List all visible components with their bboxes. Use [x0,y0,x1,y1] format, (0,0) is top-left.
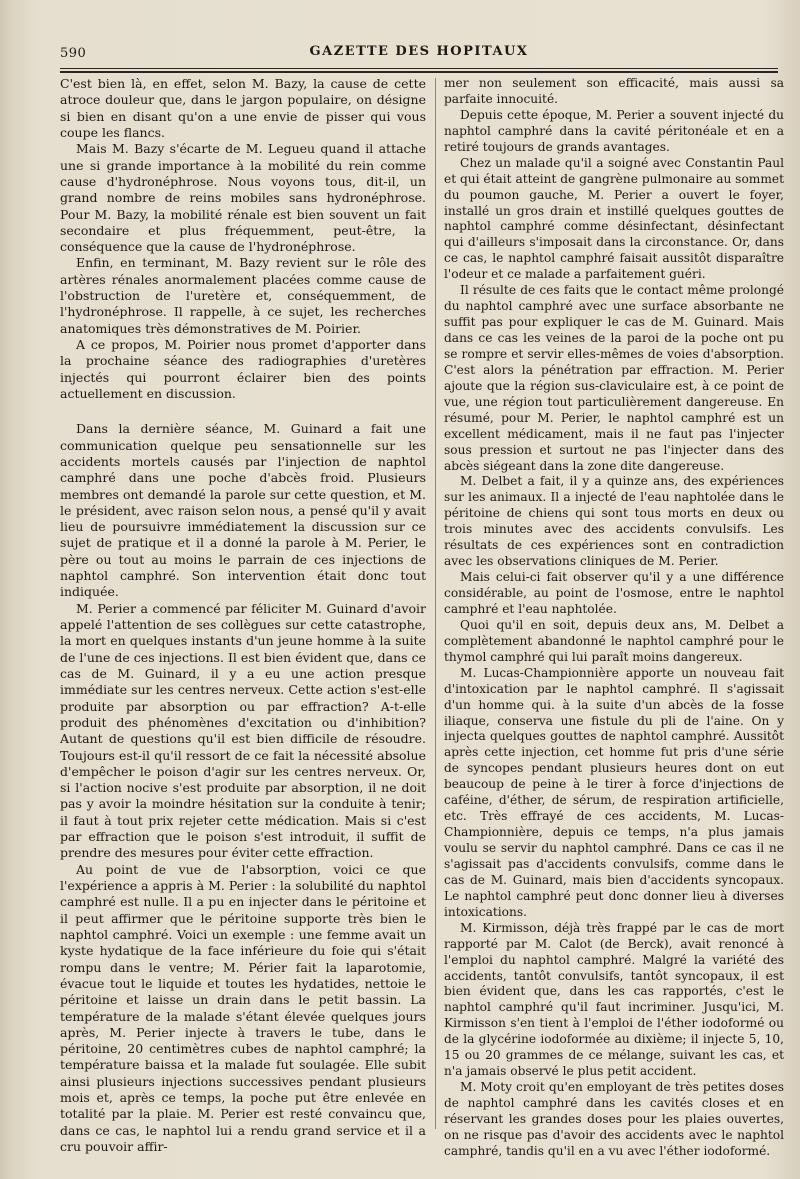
column-divider [435,78,436,1129]
left-paragraph-7: Au point de vue de l'absorption, voici ce que l'expérience a appris à M. Perier : la solubilité du naphtol camphré est nulle. Il a pu en injecter dans le péritoine et il peut affirmer que le péritoine supporte très bien le naphtol camphré. Voici un exemple : une femme avait un kyste hydatique de la face inférieure du foie qui s'était rompu dans le ventre; M. Périer fait la laparotomie, évacue tout le liquide et toutes les hydatides, nettoie le péritoine et laisse un drain dans le petit bassin. La température de la malade s'étant élevée quelques jours après, M. Perier injecte à travers le tube, dans le péritoine, 20 centimètres cubes de naphtol camphré; la température baissa et la malade fut soulagée. Elle subit ainsi plusieurs injections successives pendant plusieurs mois et, après ce temps, la poche put être enlevée en totalité par la plaie. M. Perier est resté convaincu que, dans ce cas, le naphtol lui a rendu grand service et il a cru pouvoir affir- [60,861,426,1154]
left-column [60,76,426,1159]
right-paragraph-10: M. Moty croit qu'en employant de très petites doses de naphtol camphré dans les cavités closes et en réservant les grandes doses pour les plaies ouvertes, on ne risque pas d'avoir des accidents avec le naphtol camphré, tandis qu'il en a vu avec l'éther iodoformé. [444,1080,784,1158]
right-paragraph-6: Mais celui-ci fait observer qu'il y a une différence considérable, au point de l'osmose, entre le naphtol camphré et l'eau naphtolée. [444,570,784,616]
right-paragraph-1: mer non seulement son efficacité, mais aussi sa parfaite innocuité. [444,76,784,106]
page-header [60,40,778,66]
left-paragraph-4: A ce propos, M. Poirier nous promet d'apporter dans la prochaine séance des radiographies d'uretères injectés qui pourront éclairer bien des points actuellement en discussion. [60,337,426,401]
left-paragraph-3: Enfin, en terminant, M. Bazy revient sur le rôle des artères rénales anormalement placées comme cause de l'obstruction de l'uretère et, conséquemment, de l'hydronéphrose. Il rappelle, à ce sujet, les recherches anatomiques très démonstratives de M. Poirier. [60,255,426,336]
left-paragraph-5: Dans la dernière séance, M. Guinard a fait une communication quelque peu sensationnelle sur les accidents mortels causés par l'injection de naphtol camphré dans une poche d'abcès froid. Plusieurs membres ont demandé la parole sur cette question, et M. le président, avec raison selon nous, a pensé qu'il y avait lieu de poursuivre immédiatement la discussion sur ce sujet de pratique et il a donné la parole à M. Perier, le père ou tout au moins le parrain de ces injections de naphtol camphré. Son intervention était donc tout indiquée. [60,421,426,600]
right-column [444,76,784,1159]
journal-title: GAZETTE DES HOPITAUX [309,44,529,59]
right-paragraph-7: Quoi qu'il en soit, depuis deux ans, M. Delbet a complètement abandonné le naphtol camphré pour le thymol camphré qui lui paraît moins dangereux. [444,617,784,664]
right-paragraph-9: M. Kirmisson, déjà très frappé par le cas de mort rapporté par M. Calot (de Berck), avait renoncé à l'emploi du naphtol camphré. Malgré la variété des accidents, tantôt convulsifs, tantôt syncopaux, il est bien évident que, dans les cas rapportés, c'est le naphtol camphré qu'il faut incriminer. Jusqu'ici, M. Kirmisson s'en tient à l'emploi de l'éther iodoformé ou de la glycérine iodoformée au dixième; il injecte 5, 10, 15 ou 20 grammes de ce mélange, suivant les cas, et n'a jamais observé le plus petit accident. [444,920,784,1079]
right-paragraph-8: M. Lucas-Championnière apporte un nouveau fait d'intoxication par le naphtol camphré. Il s'agissait d'un homme qui. à la suite d'un abcès de la fosse iliaque, conserva une fistule du pli de l'aine. On y injecta quelques gouttes de naphtol camphré. Aussitôt après cette injection, cet homme fut pris d'une série de syncopes pendant plusieurs heures dont on eut beaucoup de peine à le tirer à force d'injections de caféine, d'éther, de sérum, de respiration artificielle, etc. Très effrayé de ces accidents, M. Lucas-Championnière, depuis ce temps, n'a plus jamais voulu se servir du naphtol camphré. Dans ce cas il ne s'agissait pas d'accidents convulsifs, comme dans le cas de M. Guinard, mais bien d'accidents syncopaux. Le naphtol camphré peut donc donner lieu à diverses intoxications. [444,665,784,919]
right-paragraph-3: Chez un malade qu'il a soigné avec Constantin Paul et qui était atteint de gangrène pulmonaire au sommet du poumon gauche, M. Perier a ouvert le foyer, installé un gros drain et instillé quelques gouttes de naphtol camphré comme désinfectant, désinfectant qui d'ailleurs s'imposait dans la circonstance. Or, dans ce cas, le naphtol camphré faisait aussitôt disparaître l'odeur et ce malade a parfaitement guéri. [444,155,785,282]
right-paragraph-5: M. Delbet a fait, il y a quinze ans, des expériences sur les animaux. Il a injecté de l'eau naphtolée dans le péritoine de chiens qui sont tous morts en deux ou trois minutes avec des accidents convulsifs. Les résultats de ces expériences sont en contradiction avec les observations cliniques de M. Perier. [444,474,784,569]
right-paragraph-4: Il résulte de ces faits que le contact même prolongé du naphtol camphré avec une surface absorbante ne suffit pas pour expliquer le cas de M. Guinard. Mais dans ce cas les veines de la paroi de la poche ont pu se rompre et servir elles-mêmes de voies d'absorption. C'est alors la pénétration par effraction. M. Perier ajoute que la région sus-claviculaire est, à ce point de vue, une région tout particulièrement dangereuse. En résumé, pour M. Perier, le naphtol camphré est un excellent médicament, mais il ne faut pas l'injecter sous pression et surtout ne pas l'injecter dans des abcès siégeant dans la zone dite dangereuse. [444,283,784,473]
left-paragraph-6: M. Perier a commencé par féliciter M. Guinard d'avoir appelé l'attention de ses collègues sur cette catastrophe, la mort en quelques instants d'un jeune homme à la suite de l'une de ces injections. Il est bien évident que, dans ce cas de M. Guinard, il y a eu une action presque immédiate sur les centres nerveux. Cette action s'est-elle produite par absorption ou par effraction? A-t-elle produit des phénomènes d'excitation ou d'inhibition? Autant de questions qu'il est bien difficile de résoudre. Toujours est-il qu'il ressort de ce fait la nécessité absolue d'empêcher le poison d'agir sur les centres nerveux. Or, si l'action nocive s'est produite par absorption, il ne doit pas y avoir la moindre hésitation sur la conduite à tenir; il faut à tout prix rejeter cette médication. Mais si c'est par effraction que le poison s'est introduit, il suffit de prendre des mesures pour éviter cette effraction. [60,600,426,861]
left-paragraph-2: Mais M. Bazy s'écarte de M. Legueu quand il attache une si grande importance à la mobilité du rein comme cause d'hydronéphrose. Nous voyons tous, dit-il, un grand nombre de reins mobiles sans hydronéphrose. Pour M. Bazy, la mobilité rénale est bien souvent un fait secondaire et plus fréquemment, peut-être, la conséquence que la cause de l'hydronéphrose. [60,141,426,255]
header-rule-bottom [60,71,778,73]
page-number: 590 [60,46,87,61]
header-rule-top [60,68,778,69]
left-paragraph-1: C'est bien là, en effet, selon M. Bazy, la cause de cette atroce douleur que, dans le jargon populaire, on désigne si bien en disant qu'on a une envie de pisser qui vous coupe les flancs. [60,76,426,140]
right-paragraph-2: Depuis cette époque, M. Perier a souvent injecté du naphtol camphré dans la cavité péritonéale et en a retiré toujours de grands avantages. [444,107,784,154]
